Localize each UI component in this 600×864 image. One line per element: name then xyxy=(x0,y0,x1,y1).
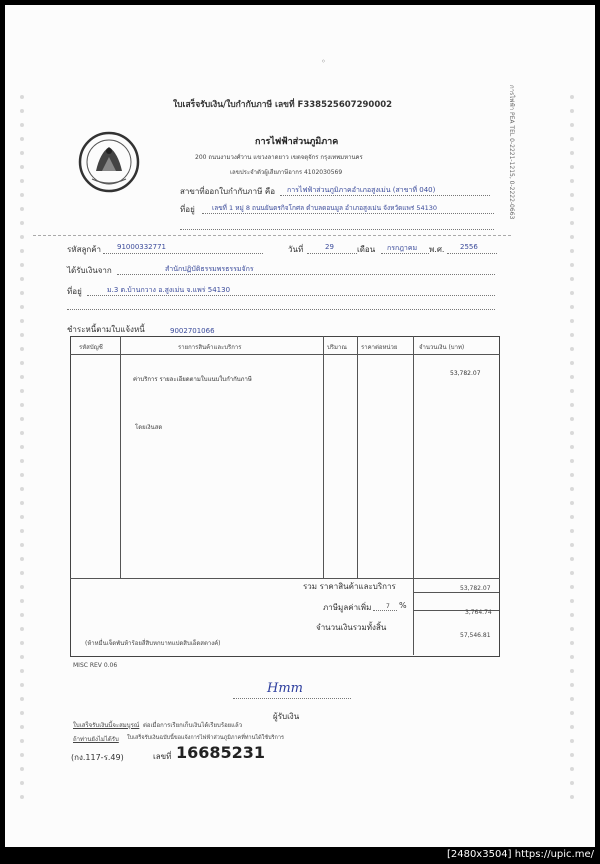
note1-text: ต่อเมื่อการเรียกเก็บเงินได้เรียบร้อยแล้ว xyxy=(143,722,243,729)
total-label: รวม ราคาสินค้าและบริการ xyxy=(303,582,396,591)
perforation-hole xyxy=(570,753,574,757)
perforation-hole xyxy=(20,305,24,309)
perforation-hole xyxy=(570,739,574,743)
perforation-hole xyxy=(20,123,24,127)
perforation-hole xyxy=(20,151,24,155)
total-value: 53,782.07 xyxy=(460,585,491,592)
receiver-label: ผู้รับเงิน xyxy=(273,712,300,721)
perforation-hole xyxy=(20,375,24,379)
perforation-hole xyxy=(20,361,24,365)
perforation-hole xyxy=(570,123,574,127)
date-month-value: กรกฎาคม xyxy=(387,244,418,252)
top-mark: ◦ xyxy=(321,57,326,66)
invoice-value: 9002701066 xyxy=(170,327,215,335)
branch-address-label: ที่อยู่ xyxy=(180,205,195,214)
perforation-hole xyxy=(570,375,574,379)
perforation-hole xyxy=(570,249,574,253)
perforation-hole xyxy=(570,305,574,309)
perforation-hole xyxy=(570,711,574,715)
perforation-hole xyxy=(20,221,24,225)
perforation-hole xyxy=(20,515,24,519)
perforation-hole xyxy=(20,319,24,323)
perforation-hole xyxy=(20,277,24,281)
perforation-hole xyxy=(570,361,574,365)
org-name: การไฟฟ้าส่วนภูมิภาค xyxy=(255,137,339,147)
perforation-hole xyxy=(570,389,574,393)
perforation-hole xyxy=(570,515,574,519)
perforation-hole xyxy=(20,249,24,253)
perforation-hole xyxy=(20,179,24,183)
perforation-hole xyxy=(570,445,574,449)
perforation-hole xyxy=(570,683,574,687)
perforation-hole xyxy=(20,767,24,771)
customer-address-value: ม.3 ต.บ้านกวาง อ.สูงเม่น จ.แพร่ 54130 xyxy=(107,286,231,294)
perforation-hole xyxy=(570,781,574,785)
perforation-hole xyxy=(20,431,24,435)
perforation-hole xyxy=(570,459,574,463)
items-table xyxy=(70,336,500,657)
form-code: (กง.117-ร.49) xyxy=(71,753,124,762)
perforation-hole xyxy=(570,207,574,211)
received-from-value: สำนักปฏิบัติธรรมพรธรรมจักร xyxy=(165,265,254,273)
perforation-hole xyxy=(20,109,24,113)
perforation-hole xyxy=(570,109,574,113)
date-day-value: 29 xyxy=(325,243,334,251)
item-amount: 53,782.07 xyxy=(450,370,481,377)
grand-total-value: 57,546.81 xyxy=(460,632,491,639)
perforation-hole xyxy=(570,557,574,561)
perforation-hole xyxy=(20,459,24,463)
date-year-value: 2556 xyxy=(460,243,478,251)
perforation-hole xyxy=(20,417,24,421)
perforation-hole xyxy=(570,585,574,589)
perforation-hole xyxy=(20,795,24,799)
received-from-label: ได้รับเงินจาก xyxy=(67,266,112,275)
perforation-hole xyxy=(20,501,24,505)
perforation-hole xyxy=(20,641,24,645)
note2-text: ใบเสร็จรับเงินฉบับนี้ขอแจ้งการไฟฟ้าส่วนภูมิภาคที่ท่านได้ใช้บริการ xyxy=(127,735,284,741)
perforation-hole xyxy=(20,445,24,449)
perforation-hole xyxy=(20,207,24,211)
perforation-hole xyxy=(570,767,574,771)
perforation-hole xyxy=(20,95,24,99)
perforation-hole xyxy=(570,277,574,281)
perforation-hole xyxy=(20,165,24,169)
perforation-hole xyxy=(570,179,574,183)
vat-label: ภาษีมูลค่าเพิ่ม xyxy=(323,603,372,612)
perforation-hole xyxy=(570,235,574,239)
perforation-hole xyxy=(570,473,574,477)
perforation-hole xyxy=(570,333,574,337)
perforation-hole xyxy=(570,95,574,99)
signature: Hmm xyxy=(267,681,303,696)
perforation-hole xyxy=(20,613,24,617)
grand-total-label: จำนวนเงินรวมทั้งสิ้น xyxy=(316,623,387,632)
perforation-hole xyxy=(570,725,574,729)
perforation-hole xyxy=(20,571,24,575)
watermark-text: [2480x3504] https://upic.me/ xyxy=(446,849,594,860)
perforation-hole xyxy=(20,291,24,295)
perforation-hole xyxy=(570,221,574,225)
branch-value: การไฟฟ้าส่วนภูมิภาคอำเภอสูงเม่น (สาขาที่ 040) xyxy=(287,186,436,194)
receipt-page xyxy=(5,5,595,847)
perforation-hole xyxy=(570,795,574,799)
perforation-hole xyxy=(20,753,24,757)
perforation-hole xyxy=(20,347,24,351)
pea-logo xyxy=(78,131,140,197)
perforation-hole xyxy=(20,235,24,239)
perforation-hole xyxy=(20,473,24,477)
invoice-label: ชำระหนี้ตามใบแจ้งหนี้ xyxy=(67,325,145,334)
perforation-hole xyxy=(570,403,574,407)
perforation-hole xyxy=(20,487,24,491)
perforation-hole xyxy=(20,725,24,729)
side-phone-text: การไฟฟ้า PEA TEL 0-2221-1215, 0-2222-0663 xyxy=(508,85,515,220)
perforation-hole xyxy=(20,669,24,673)
receipt-title: ใบเสร็จรับเงิน/ใบกำกับภาษี เลขที่ F338525607290002 xyxy=(173,100,393,110)
vat-value: 3,764.74 xyxy=(465,609,492,616)
doc-number-label: เลขที่ xyxy=(153,752,172,761)
perforation-hole xyxy=(570,151,574,155)
perforation-hole xyxy=(570,347,574,351)
perforation-hole xyxy=(20,683,24,687)
perforation-hole xyxy=(20,599,24,603)
perforation-hole xyxy=(20,333,24,337)
perforation-hole xyxy=(20,557,24,561)
perforation-hole xyxy=(570,613,574,617)
perforation-hole xyxy=(570,501,574,505)
perforation-hole xyxy=(570,697,574,701)
perforation-hole xyxy=(570,137,574,141)
perforation-hole xyxy=(20,263,24,267)
date-month-label: เดือน xyxy=(357,245,376,254)
vat-rate: 7 xyxy=(386,603,390,610)
amount-in-words: (ห้าหมื่นเจ็ดพันห้าร้อยสี่สิบหกบาทแปดสิบเอ็ดสตางค์) xyxy=(85,640,221,647)
perforation-hole xyxy=(20,711,24,715)
doc-number-value: 16685231 xyxy=(176,743,266,762)
org-tax-id: เลขประจำตัวผู้เสียภาษีอากร 4102030569 xyxy=(230,169,343,176)
perforation-hole xyxy=(20,739,24,743)
perforation-hole xyxy=(20,529,24,533)
perforation-hole xyxy=(20,543,24,547)
header-unit-price: ราคาต่อหน่วย xyxy=(361,344,398,351)
perforation-hole xyxy=(570,627,574,631)
note1-label: ใบเสร็จรับเงินนี้จะสมบูรณ์ xyxy=(73,722,140,729)
perforation-hole xyxy=(570,165,574,169)
date-day-label: วันที่ xyxy=(288,245,304,254)
perforation-hole xyxy=(570,263,574,267)
perforation-hole xyxy=(570,291,574,295)
customer-code-value: 91000332771 xyxy=(117,243,166,251)
item-description: ค่าบริการ รายละเอียดตามใบแนบใบกำกับภาษี xyxy=(133,376,252,383)
date-year-label: พ.ศ. xyxy=(429,245,445,254)
perforation-hole xyxy=(570,655,574,659)
perforation-hole xyxy=(570,669,574,673)
header-amount: จำนวนเงิน (บาท) xyxy=(419,344,465,351)
perforation-hole xyxy=(570,319,574,323)
perforation-hole xyxy=(570,543,574,547)
perforation-hole xyxy=(20,781,24,785)
perforation-hole xyxy=(570,529,574,533)
perforation-hole xyxy=(20,137,24,141)
header-quantity: ปริมาณ xyxy=(327,344,347,351)
perforation-hole xyxy=(20,389,24,393)
branch-label: สาขาที่ออกใบกำกับภาษี คือ xyxy=(180,187,276,196)
customer-address-label: ที่อยู่ xyxy=(67,287,82,296)
perforation-hole xyxy=(570,487,574,491)
perforation-hole xyxy=(20,403,24,407)
branch-address-value: เลขที่ 1 หมู่ 8 ถนนยันตรกิจโกศล ตำบลดอนมูล อำเภอสูงเม่น จังหวัดแพร่ 54130 xyxy=(212,204,438,212)
org-address: 200 ถนนงามวงศ์วาน แขวงลาดยาว เขตจตุจักร กรุงเทพมหานคร xyxy=(195,154,363,161)
perforation-hole xyxy=(20,627,24,631)
perforation-hole xyxy=(570,431,574,435)
note2-label: ถ้าท่านยังไม่ได้รับ xyxy=(73,736,119,743)
perforation-hole xyxy=(570,599,574,603)
perforation-hole xyxy=(570,641,574,645)
perforation-hole xyxy=(20,697,24,701)
payment-note: โดยเงินสด xyxy=(135,424,163,431)
perforation-hole xyxy=(570,571,574,575)
header-account-code: รหัสบัญชี xyxy=(79,344,103,351)
misc-rev: MISC REV 0.06 xyxy=(73,662,118,669)
customer-code-label: รหัสลูกค้า xyxy=(67,245,102,254)
perforation-hole xyxy=(20,585,24,589)
perforation-hole xyxy=(20,655,24,659)
header-description: รายการสินค้าและบริการ xyxy=(178,344,242,351)
perforation-hole xyxy=(570,417,574,421)
vat-percent: % xyxy=(399,601,407,610)
perforation-hole xyxy=(570,193,574,197)
watermark-bar xyxy=(0,847,600,864)
perforation-hole xyxy=(20,193,24,197)
